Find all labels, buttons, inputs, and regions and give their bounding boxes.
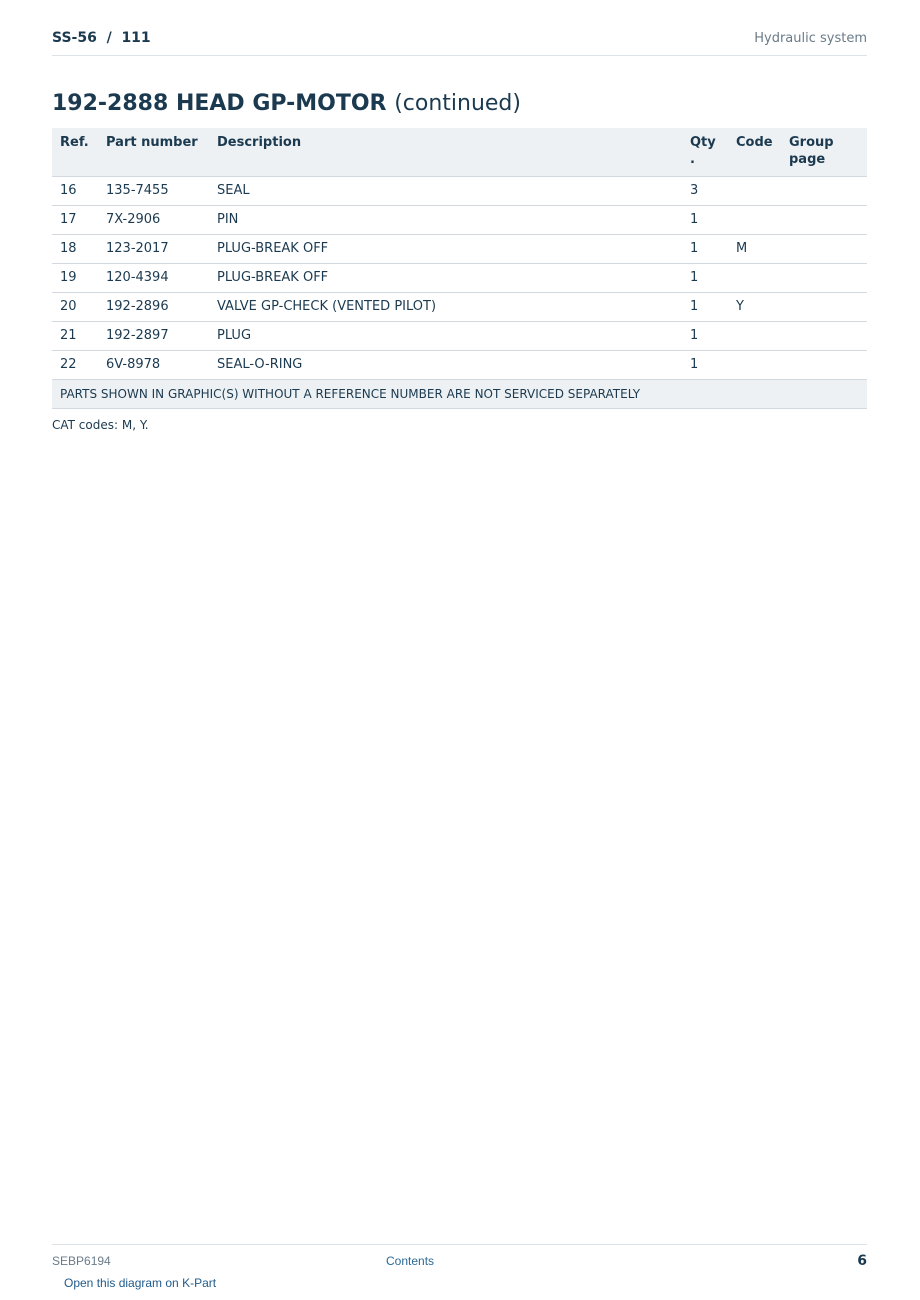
cell-qty: 1 [682, 264, 728, 293]
cell-part-number: 192-2897 [98, 322, 209, 351]
table-row [52, 206, 867, 235]
cell-description: SEAL [209, 177, 682, 206]
cell-group-page [781, 293, 867, 322]
cell-part-number: 6V-8978 [98, 351, 209, 380]
cell-part-number: 120-4394 [98, 264, 209, 293]
cell-ref: 16 [52, 177, 98, 206]
cell-description: SEAL-O-RING [209, 351, 682, 380]
column-header-code: Code [728, 128, 781, 177]
contents-link[interactable]: Contents [386, 1254, 435, 1268]
section-name: Hydraulic system [754, 31, 867, 46]
cell-ref: 20 [52, 293, 98, 322]
cell-part-number: 7X-2906 [98, 206, 209, 235]
table-row [52, 351, 867, 380]
page-title [52, 88, 521, 120]
cell-qty: 1 [682, 351, 728, 380]
column-header-group-page: Group page [781, 128, 867, 177]
cell-description: PIN [209, 206, 682, 235]
cell-qty: 1 [682, 322, 728, 351]
column-header-part-number: Part number [98, 128, 209, 177]
cell-code [728, 206, 781, 235]
table-row [52, 264, 867, 293]
cell-qty: 3 [682, 177, 728, 206]
cell-ref: 17 [52, 206, 98, 235]
page-footer [52, 1244, 867, 1271]
cell-part-number: 123-2017 [98, 235, 209, 264]
cell-ref: 22 [52, 351, 98, 380]
open-kpart-link[interactable]: Open this diagram on K-Part [64, 1276, 217, 1290]
cell-group-page [781, 177, 867, 206]
header-row [52, 128, 867, 177]
cell-ref: 18 [52, 235, 98, 264]
cell-code [728, 351, 781, 380]
column-header-ref: Ref. [52, 128, 98, 177]
parts-table [52, 128, 867, 409]
note-row [52, 380, 867, 409]
cell-code: Y [728, 293, 781, 322]
title-main: 192-2888 HEAD GP-MOTOR [52, 91, 387, 116]
cell-ref: 19 [52, 264, 98, 293]
page-header [52, 28, 867, 56]
table-row [52, 177, 867, 206]
parts-table-body [52, 177, 867, 409]
column-header-description: Description [209, 128, 682, 177]
document-id: SEBP6194 [52, 1254, 111, 1268]
cell-ref: 21 [52, 322, 98, 351]
cell-description: PLUG-BREAK OFF [209, 264, 682, 293]
cell-group-page [781, 322, 867, 351]
cell-code [728, 322, 781, 351]
service-note: PARTS SHOWN IN GRAPHIC(S) WITHOUT A REFERENCE NUMBER ARE NOT SERVICED SEPARATELY [52, 380, 867, 409]
cell-group-page [781, 235, 867, 264]
table-row [52, 322, 867, 351]
cell-group-page [781, 206, 867, 235]
cell-part-number: 135-7455 [98, 177, 209, 206]
cell-code [728, 177, 781, 206]
page-number: 6 [857, 1253, 867, 1269]
cell-part-number: 192-2896 [98, 293, 209, 322]
cell-description: PLUG-BREAK OFF [209, 235, 682, 264]
table-row [52, 293, 867, 322]
cell-code [728, 264, 781, 293]
cell-qty: 1 [682, 206, 728, 235]
cell-group-page [781, 264, 867, 293]
cell-qty: 1 [682, 293, 728, 322]
column-header-qty: Qty . [682, 128, 728, 177]
cell-group-page [781, 351, 867, 380]
page-id: SS-56 / 111 [52, 30, 151, 46]
cell-qty: 1 [682, 235, 728, 264]
cell-code: M [728, 235, 781, 264]
cat-codes: CAT codes: M, Y. [52, 418, 149, 432]
cell-description: VALVE GP-CHECK (VENTED PILOT) [209, 293, 682, 322]
cell-description: PLUG [209, 322, 682, 351]
title-suffix: (continued) [394, 91, 521, 116]
table-row [52, 235, 867, 264]
parts-table-header [52, 128, 867, 177]
